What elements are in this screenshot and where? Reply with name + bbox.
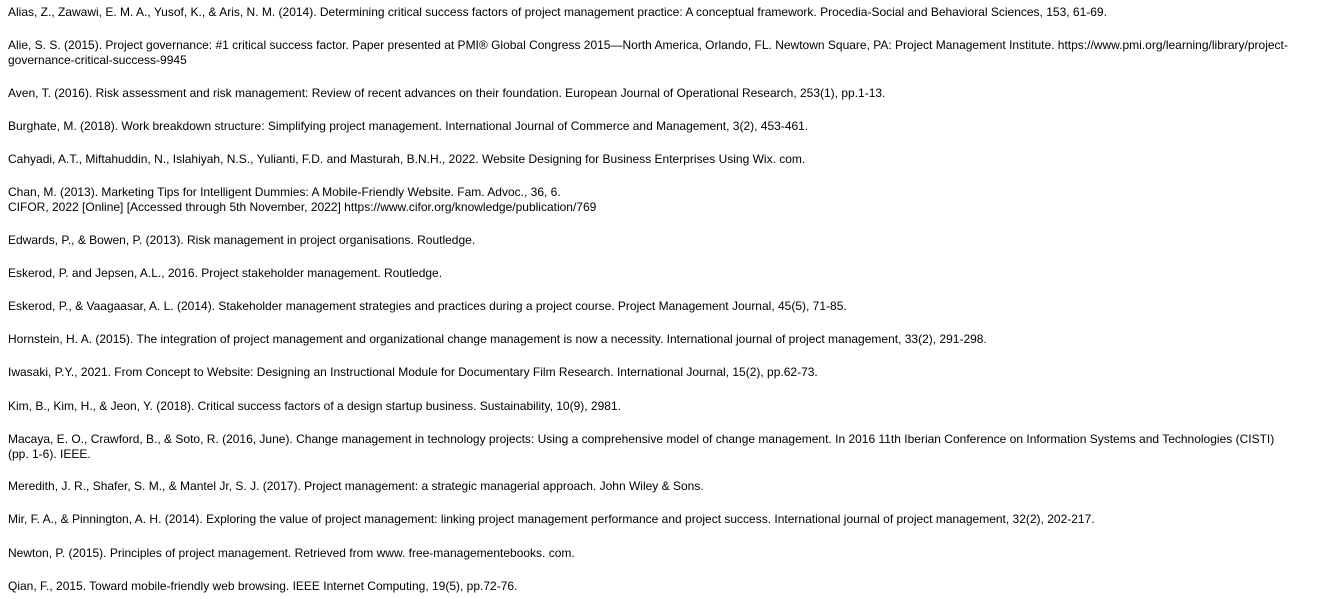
reference-entry (8, 152, 1298, 167)
reference-text: Qian, F., 2015. Toward mobile-friendly web browsing. IEEE Internet Computing, 19(5), pp.72-76. (8, 579, 518, 593)
reference-text: Burghate, M. (2018). Work breakdown structure: Simplifying project management. International Journal of Commerce and Management, 3(2), 453-461. (8, 119, 809, 133)
reference-entry (8, 38, 1298, 68)
reference-entry (8, 432, 1298, 462)
reference-text: Meredith, J. R., Shafer, S. M., & Mantel Jr, S. J. (2017). Project management: a strategic managerial approach. John Wiley & Sons. (8, 479, 704, 493)
reference-text: Eskerod, P., & Vaagaasar, A. L. (2014). Stakeholder management strategies and practices during a project course. Project Management Journal, 45(5), 71-85. (8, 299, 847, 313)
reference-entry (8, 365, 1298, 380)
reference-entry (8, 479, 1298, 494)
reference-text: CIFOR, 2022 [Online] [Accessed through 5th November, 2022] https://www.cifor.org/knowledge/publication/769 (8, 200, 597, 214)
reference-text: Cahyadi, A.T., Miftahuddin, N., Islahiyah, N.S., Yulianti, F.D. and Masturah, B.N.H., 2022. Website Designing for Business Enterprises Using Wix. com. (8, 152, 806, 166)
reference-entry (8, 5, 1298, 20)
reference-text: (pp. 1-6). IEEE. (8, 447, 91, 461)
reference-text: Alias, Z., Zawawi, E. M. A., Yusof, K., & Aris, N. M. (2014). Determining critical success factors of project management practice: A conceptual framework. Procedia-Social and Behavioral Sciences, 153, 61-69. (8, 5, 1107, 19)
reference-entry (8, 119, 1298, 134)
reference-text: Iwasaki, P.Y., 2021. From Concept to Website: Designing an Instructional Module for Documentary Film Research. International Journal, 15(2), pp.62-73. (8, 365, 818, 379)
reference-entry (8, 86, 1298, 101)
reference-entry (8, 399, 1298, 414)
reference-entry (8, 332, 1298, 347)
reference-text: Eskerod, P. and Jepsen, A.L., 2016. Project stakeholder management. Routledge. (8, 266, 443, 280)
reference-text: Mir, F. A., & Pinnington, A. H. (2014). Exploring the value of project management: linking project management performance and project success. International journal of project management, 32(2), 202-217. (8, 512, 1095, 526)
reference-entry (8, 546, 1298, 561)
reference-text: Newton, P. (2015). Principles of project management. Retrieved from www. free-managementebooks. com. (8, 546, 575, 560)
reference-text: governance-critical-success-9945 (8, 53, 187, 67)
reference-entry (8, 185, 1298, 215)
reference-text: Kim, B., Kim, H., & Jeon, Y. (2018). Critical success factors of a design startup business. Sustainability, 10(9), 2981. (8, 399, 621, 413)
reference-entry (8, 233, 1298, 248)
reference-text: Hornstein, H. A. (2015). The integration of project management and organizational change management is now a necessity. International journal of project management, 33(2), 291-298. (8, 332, 987, 346)
reference-entry (8, 299, 1298, 314)
reference-text: Aven, T. (2016). Risk assessment and risk management: Review of recent advances on their foundation. European Journal of Operational Research, 253(1), pp.1-13. (8, 86, 886, 100)
reference-entry (8, 266, 1298, 281)
reference-text: Chan, M. (2013). Marketing Tips for Intelligent Dummies: A Mobile-Friendly Website. Fam. Advoc., 36, 6. (8, 185, 561, 199)
reference-text: Alie, S. S. (2015). Project governance: #1 critical success factor. Paper presented at PMI® Global Congress 2015—North America, Orlando, FL. Newtown Square, PA: Project Management Institute. https://www.pmi.org/learning/library/project- (8, 38, 1288, 52)
reference-text: Macaya, E. O., Crawford, B., & Soto, R. (2016, June). Change management in technology projects: Using a comprehensive model of change management. In 2016 11th Iberian Conference on Information Systems and Technologies (CISTI) (8, 432, 1275, 446)
reference-entry (8, 579, 1298, 594)
reference-entry (8, 512, 1298, 527)
reference-text: Edwards, P., & Bowen, P. (2013). Risk management in project organisations. Routledge. (8, 233, 476, 247)
